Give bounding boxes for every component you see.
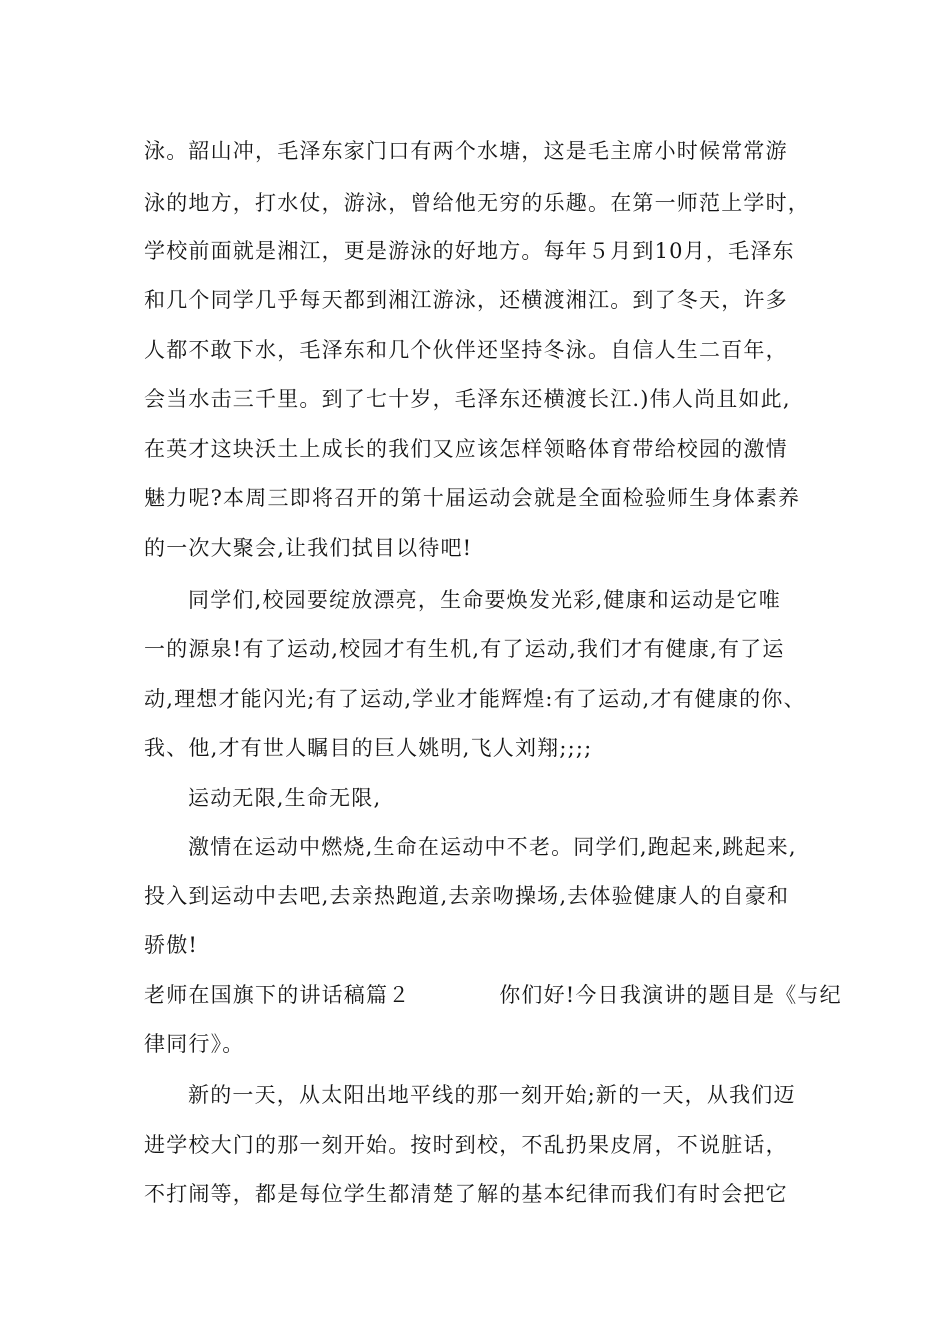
text-line: 不打闹等，都是每位学生都清楚了解的基本纪律而我们有时会把它: [144, 1182, 788, 1206]
section-heading-line: 老师在国旗下的讲话稿篇２ 你们好!今日我演讲的题目是《与纪: [144, 983, 842, 1007]
text-line: 我、他,才有世人瞩目的巨人姚明,飞人刘翔;;;;: [144, 736, 593, 760]
text-line: 会当水击三千里。到了七十岁，毛泽东还横渡长江.)伟人尚且如此,: [144, 387, 791, 411]
paragraph-start-line: 同学们,校园要绽放漂亮，生命要焕发光彩,健康和运动是它唯: [188, 588, 781, 612]
text-line: 律同行》。: [144, 1032, 245, 1056]
text-line: 动,理想才能闪光;有了运动,学业才能辉煌:有了运动,才有健康的你、: [144, 687, 806, 711]
text-line: 泳的地方，打水仗，游泳，曾给他无穷的乐趣。在第一师范上学时，: [144, 191, 810, 215]
paragraph-start-line: 新的一天，从太阳出地平线的那一刻开始;新的一天，从我们迈: [188, 1083, 796, 1107]
text-line: 学校前面就是湘江，更是游泳的好地方。每年５月到10月，毛泽东: [144, 239, 795, 263]
text-line: 骄傲!: [144, 933, 199, 957]
text-line: 投入到运动中去吧,去亲热跑道,去亲吻操场,去体验健康人的自豪和: [144, 884, 790, 908]
text-line: 和几个同学几乎每天都到湘江游泳，还横渡湘江。到了冬天，许多: [144, 288, 788, 312]
text-line: 一的源泉!有了运动,校园才有生机,有了运动,我们才有健康,有了运: [144, 637, 785, 661]
text-line: 魅力呢?本周三即将召开的第十届运动会就是全面检验师生身体素养: [144, 486, 801, 510]
paragraph-start-line: 运动无限,生命无限,: [188, 786, 382, 810]
text-line: 泳。韶山冲，毛泽东家门口有两个水塘，这是毛主席小时候常常游: [144, 139, 788, 163]
text-line: 进学校大门的那一刻开始。按时到校，不乱扔果皮屑，不说脏话，: [144, 1133, 788, 1157]
text-line: 人都不敢下水，毛泽东和几个伙伴还坚持冬泳。自信人生二百年，: [144, 338, 788, 362]
paragraph-start-line: 激情在运动中燃烧,生命在运动中不老。同学们,跑起来,跳起来,: [188, 835, 797, 859]
text-line: 的一次大聚会,让我们拭目以待吧!: [144, 536, 473, 560]
text-line: 在英才这块沃土上成长的我们又应该怎样领略体育带给校园的激情: [144, 437, 788, 461]
